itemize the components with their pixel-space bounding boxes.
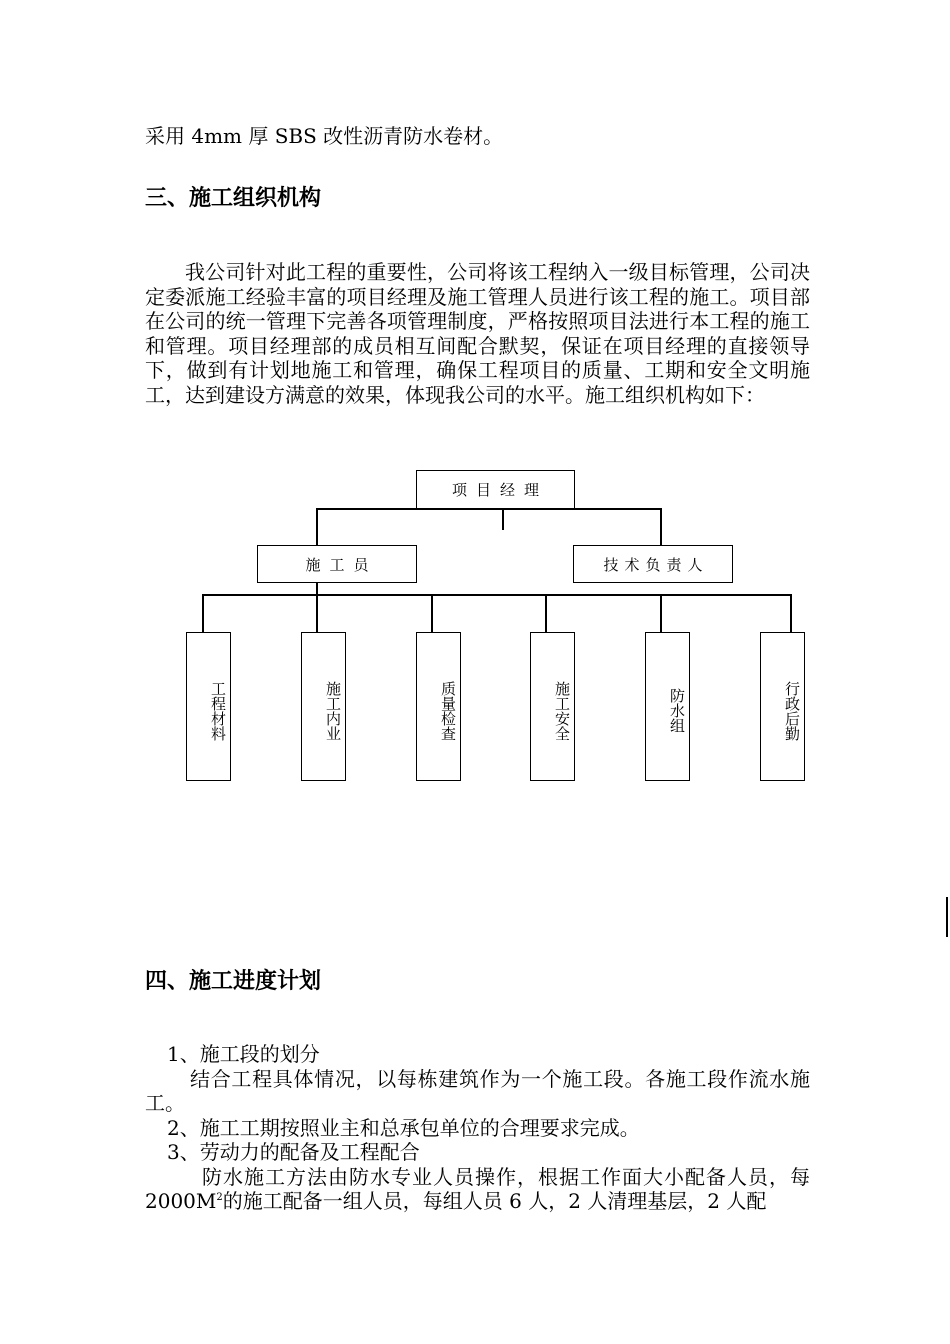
section-3-heading: 三、施工组织机构: [145, 186, 322, 211]
connector-leaf-5: [660, 594, 662, 632]
page-edge-marker: [946, 897, 948, 937]
org-node-construction-worker: 施工员: [257, 545, 417, 583]
connector-leaf-1: [202, 594, 204, 632]
item-2: 2、施工工期按照业主和总承包单位的合理要求完成。: [167, 1115, 640, 1140]
connector-leaf-6: [790, 594, 792, 632]
item-3-body: 防水施工方法由防水专业人员操作，根据工作面大小配备人员，每 $2000M^2$的施工配备一组人员，每组人员 6 人，2 人清理基层，2 人配: [145, 1164, 810, 1213]
item-3-title: 3、劳动力的配备及工程配合: [167, 1140, 420, 1164]
intro-line: 采用 4mm 厚 SBS 改性沥青防水卷材。: [145, 124, 504, 148]
connector-leaf-4: [545, 594, 547, 632]
org-node-root: 项目经理: [416, 470, 575, 509]
item-1-title: 1、施工段的划分: [167, 1042, 320, 1066]
connector-leaf-3: [431, 594, 433, 632]
connector-root-stem: [502, 508, 504, 530]
section-4-heading: 四、施工进度计划: [145, 969, 322, 994]
org-node-internal-work: 施工内业: [301, 632, 346, 781]
connector-right: [660, 508, 662, 545]
org-node-technical-lead: 技术负责人: [573, 545, 733, 583]
org-node-quality-check: 质量检查: [416, 632, 461, 781]
connector-left: [316, 508, 318, 545]
connector-level2: [202, 594, 791, 596]
org-node-admin-logistics: 行政后勤: [760, 632, 805, 781]
item-1-body: 结合工程具体情况，以每栋建筑作为一个施工段。各施工段作流水施工。: [145, 1066, 810, 1115]
section-3-paragraph: 我公司针对此工程的重要性，公司将该工程纳入一级目标管理，公司决定委派施工经验丰富的项目经理及施工管理人员进行该工程的施工。项目部在公司的统一管理下完善各项管理制度，严格按照项目法进行本工程的施工和管理。项目经理部的成员相互间配合默契，保证在项目经理的直接领导下，做到有计划地施工和管理，确保工程项目的质量、工期和安全文明施工，达到建设方满意的效果，体现我公司的水平。施工组织机构如下：: [145, 260, 810, 407]
connector-leaf-2: [316, 594, 318, 632]
org-node-safety: 施工安全: [530, 632, 575, 781]
org-node-waterproof-team: 防水组: [645, 632, 690, 781]
section-4-content: [145, 1042, 810, 1214]
org-node-materials: 工程材料: [186, 632, 231, 781]
